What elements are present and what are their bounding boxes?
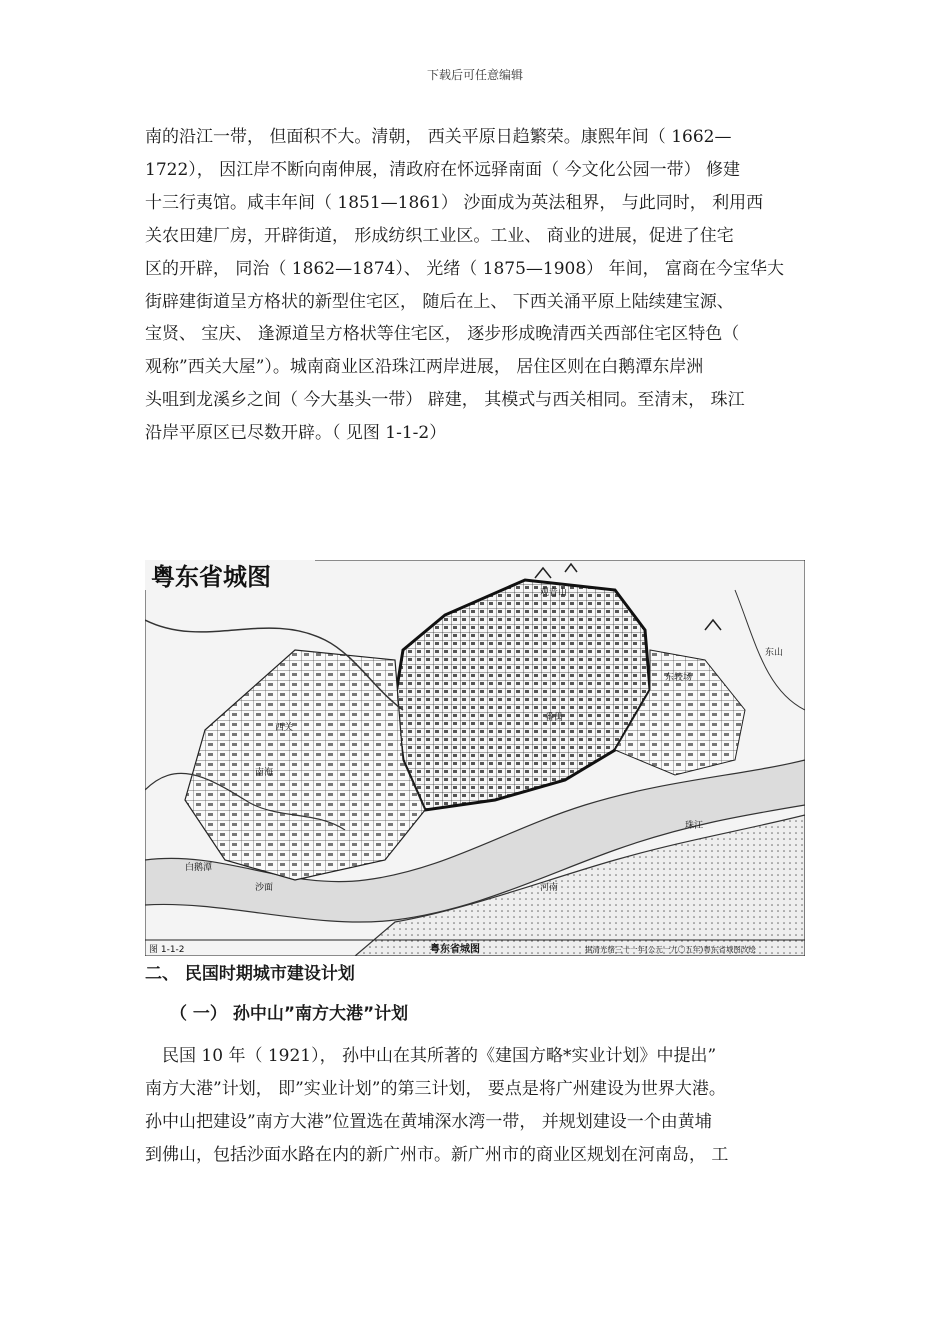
paragraph-line: 南方大港”计划， 即”实业计划”的第三计划， 要点是将广州建设为世界大港。 — [145, 1078, 726, 1099]
paragraph-line: 头咀到龙溪乡之间（ 今大基头一带） 辟建， 其模式与西关相同。至清末， 珠江 — [145, 390, 745, 411]
body-paragraph-1 — [145, 121, 815, 450]
paragraph-line: 沿岸平原区已尽数开辟。（ 见图 1-1-2） — [145, 423, 447, 444]
figure-source-note: 据清光绪三十一年(公元一九〇五年)粤东省城图改绘 — [585, 945, 756, 954]
map-label: 南海 — [255, 768, 274, 778]
page-header-note: 下载后可任意编辑 — [426, 68, 523, 82]
paragraph-line: 1722）， 因江岸不断向南伸展，清政府在怀远驿南面（ 今文化公园一带） 修建 — [145, 159, 740, 180]
section-heading-2: 二、 民国时期城市建设计划 — [145, 964, 355, 984]
subsection-heading-2-1: （ 一） 孙中山”南方大港”计划 — [170, 1004, 409, 1024]
paragraph-line: 区的开辟， 同治（ 1862—1874）、 光绪（ 1875—1908） 年间， 富商在今宝华大 — [145, 258, 784, 279]
map-label: 西关 — [275, 723, 294, 733]
paragraph-line: 宝贤、 宝庆、 逢源道呈方格状等住宅区， 逐步形成晚清西关西部住宅区特色（ — [145, 324, 740, 345]
paragraph-line: 观称”西关大屋”）。城南商业区沿珠江两岸进展， 居住区则在白鹅潭东岸洲 — [145, 357, 704, 378]
paragraph-line: 孙中山把建设”南方大港”位置选在黄埔深水湾一带， 并规划建设一个由黄埔 — [145, 1111, 712, 1132]
map-title: 粤东省城图 — [151, 563, 271, 591]
map-label: 白鹅潭 — [185, 863, 213, 873]
paragraph-line: 南的沿江一带， 但面积不大。清朝， 西关平原日趋繁荣。康熙年间（ 1662— — [145, 127, 732, 147]
map-label: 观音山 — [540, 588, 568, 598]
figure-number: 图 1-1-2 — [149, 945, 185, 955]
map-label: 沙面 — [255, 883, 274, 893]
paragraph-line: 民国 10 年（ 1921）， 孙中山在其所著的《建国方略*实业计划》中提出” — [145, 1046, 717, 1066]
map-label: 番禺 — [545, 713, 564, 723]
body-paragraph-2 — [145, 1040, 815, 1172]
city-map-figure — [145, 560, 805, 956]
paragraph-line: 街辟建街道呈方格状的新型住宅区， 随后在上、 下西关涌平原上陆续建宝源、 — [145, 291, 734, 312]
paragraph-line: 到佛山，包括沙面水路在内的新广州市。新广州市的商业区规划在河南岛， 工 — [145, 1144, 729, 1165]
map-label: 珠江 — [685, 821, 704, 831]
paragraph-line: 关农田建厂房，开辟街道， 形成纺织工业区。工业、 商业的进展，促进了住宅 — [145, 225, 734, 246]
figure-caption: 粤东省城图 — [430, 944, 480, 955]
paragraph-line: 十三行夷馆。咸丰年间（ 1851—1861） 沙面成为英法租界， 与此同时， 利用西 — [145, 192, 764, 213]
map-label: 河南 — [540, 883, 559, 893]
map-label: 东山 — [765, 648, 784, 658]
map-label: 东较场 — [665, 673, 693, 683]
